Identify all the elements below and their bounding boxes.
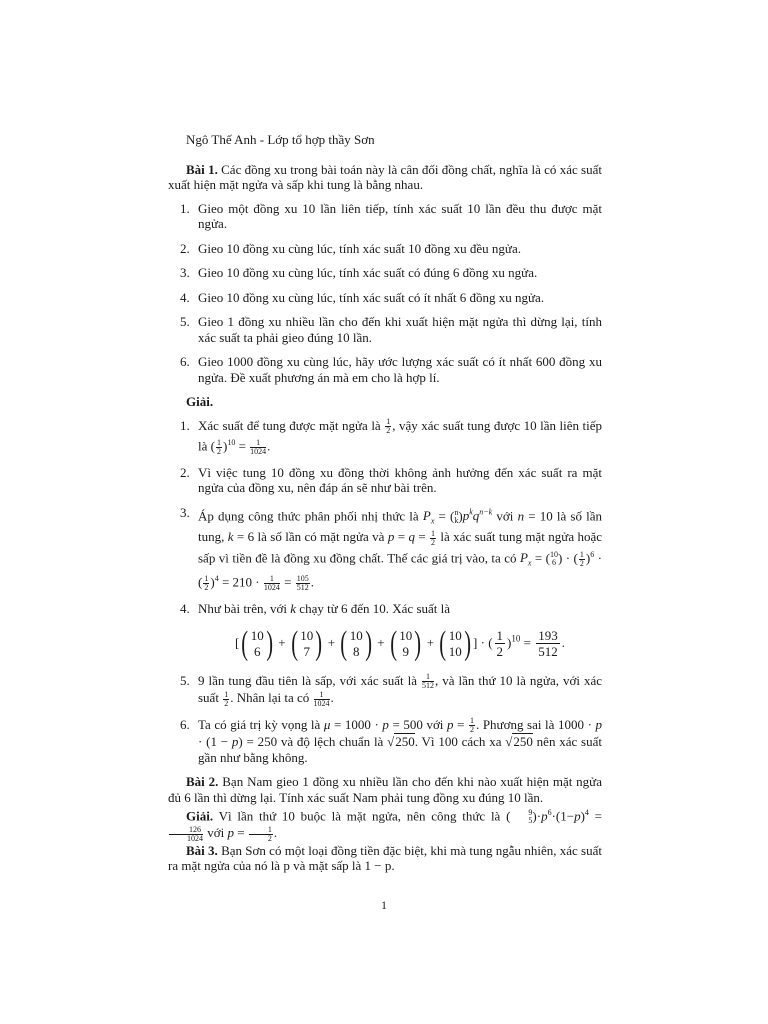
item-number: 5. [180,314,190,329]
item-text: Gieo 1 đồng xu nhiều lần cho đến khi xuất hiện mặt ngửa thì dừng lại, tính xác suất ta phải gieo đúng 10 lần. [198,314,602,345]
sum-formula: [ ( 10 6 ) + ( 10 7 ) + ( 10 8 ) + ( 10 9 ) + ( 10 10 ) ] · ( $\frac{1}{2}$ )$^{10}$ = $\frac{193}{512}$ . [235,624,565,662]
bai3-paragraph [168,843,602,874]
item-text: Gieo 10 đồng xu cùng lúc, tính xác suất 10 đồng xu đều ngửa. [198,240,521,256]
bai2-solution-text: với [207,825,225,841]
bai2-text: Bạn Nam gieo 1 đồng xu nhiều lần cho đến khi nào xuất hiện mặt ngửa đủ 6 lần thì dừng lại. Tính xác suất Nam phải tung đồng xu đúng 10 lần. [168,774,602,805]
solution-item-1: 1. Xác suất để tung được mặt ngửa là $\frac{1}{2}$ , vậy xác suất tung được 10 lần liên tiếp là ( $\frac{1}{2}$ )$^{10}$ = $\frac{1}{1024}$ . [180,417,602,456]
solution-text: . Nhân lại ta có [230,690,310,706]
solution-text: Như bài trên, với [198,601,288,617]
solution-text: . Vì 100 cách xa [414,734,502,750]
item-number: 1. [180,417,190,433]
solution-text: Vì việc tung 10 đồng xu đồng thời không ảnh hưởng đến xác suất ra mặt ngửa của đồng xu, nên đáp án sẽ như bài trên. [198,464,602,496]
item-number: 6. [180,716,190,732]
item-number: 4. [180,289,190,305]
page-content [168,132,602,874]
solution-text: là số lần có mặt ngửa và [257,529,385,545]
list-item [168,314,602,345]
bai1-intro-text: Các đồng xu trong bài toán này là cân đối đồng chất, nghĩa là có xác suất xuất hiện mặt ngửa và sấp khi tung là bằng nhau. [168,161,602,192]
bai1-label: Bài 1. [186,161,218,177]
list-item [168,290,602,306]
item-text: Gieo 10 đồng xu cùng lúc, tính xác suất có đúng 6 đồng xu ngửa. [198,265,538,280]
solution-item-4: 4. Như bài trên, với k chạy từ 6 đến 10. Xác suất là [ ( 10 6 ) + ( 10 7 ) + ( 10 8 ) + ( 10 9 ) + ( 10 10 ) ] · ( $\frac{1}{2}$ )$^{10}$ = $\frac{193}{512}$ . [168,601,602,661]
document-header: Ngô Thế Anh - Lớp tổ hợp thầy Sơn [186,132,375,147]
bai2-label: Bài 2. [186,774,219,790]
solution-item-2 [168,465,602,496]
solution-text: Ta có giá trị kỳ vọng là [198,716,321,732]
solution-text: với [426,716,444,732]
bai1-list [168,201,602,386]
list-item [168,241,602,257]
bai1-intro [168,162,602,193]
solution-text: , và lần thứ 10 là ngửa, với xác suất [198,672,602,706]
page-number: 1 [381,898,387,912]
formula: $\frac{1}{2}$ [386,417,391,436]
list-item [168,265,602,281]
solution-text: nên xác suất gần như bằng không. [198,734,602,765]
item-number: 5. [180,672,190,688]
solution-text: với [496,508,514,524]
list-item [168,201,602,232]
solution-text: Áp dụng công thức phân phối nhị thức là [198,508,419,524]
item-number: 6. [180,354,190,369]
solution-text: . [267,438,271,454]
item-number: 2. [180,464,190,480]
solution-text: là xác suất tung mặt ngửa hoặc sấp vì tiền đề là đồng xu đồng chất. Thế các giá trị vào, ta có [198,529,603,566]
bai3-label: Bài 3. [186,842,218,858]
solution-text: là số lần tung, [198,508,603,545]
item-number: 3. [180,265,190,280]
bai2-paragraph [168,774,602,805]
item-text: Gieo 1000 đồng xu cùng lúc, hãy ước lượng xác suất có ít nhất 600 đồng xu ngửa. Đề xuất phương án mà em cho là hợp lí. [198,354,602,385]
solution-list [168,418,602,766]
solution-text: Xác suất để tung được mặt ngửa là [198,417,381,433]
solution-text: và độ lệch chuẩn là [280,734,384,750]
bai2-solution-text: Vì lần thứ 10 buộc là mặt ngửa, nên công thức là [218,808,501,824]
giai-heading: Giải. [186,394,214,409]
solution-text: , vậy xác suất tung được 10 lần liên tiếp là [198,417,602,454]
item-number: 2. [180,240,190,256]
solution-text: . Phương sai là [476,716,555,732]
item-text: Gieo một đồng xu 10 lần liên tiếp, tính xác suất 10 lần đều thu được mặt ngửa. [198,200,602,231]
solution-item-6: 6. Ta có giá trị kỳ vọng là μ = 1000 · p = 500 với p = $\frac{1}{2}$ . Phương sai là 1000 · p · (1 − p) = 250 và độ lệch chuẩn là √250. Vì 100 cách xa √250 nên xác suất gần như bằng không. [180,716,602,765]
item-number: 1. [180,200,190,216]
solution-text: . [330,690,334,706]
bai2-giai-label: Giải. [186,808,214,824]
bai3-text: Bạn Sơn có một loại đồng tiền đặc biệt, khi mà tung ngẫu nhiên, xác suất ra mặt ngửa của nó là p và mặt sấp là 1 − p. [168,842,602,874]
solution-item-5: 5. 9 lần tung đầu tiên là sấp, với xác suất là $\frac{1}{512}$ , và lần thứ 10 là ngửa, với xác suất $\frac{1}{2}$ . Nhân lại ta có $\frac{1}{1024}$ . [180,672,602,708]
item-number: 4. [180,601,190,617]
item-text: Gieo 10 đồng xu cùng lúc, tính xác suất có ít nhất 6 đồng xu ngửa. [198,289,545,305]
solution-text: 9 lần tung đầu tiên là sấp, với xác suất là [198,672,418,688]
item-number: 3. [180,504,190,520]
solution-text: chạy từ 6 đến 10. Xác suất là [299,601,451,617]
solution-item-3: 3. Áp dụng công thức phân phối nhị thức là $P_x$ = ( n k )$p^kq^{n-k}$ với n = 10 là số lần tung, k = 6 là số lần có mặt ngửa và p = q = $\frac{1}{2}$ là xác suất tung mặt ngửa hoặc sấp vì tiền đề là đồng xu đồng chất. Thế các giá trị vào, ta có $P_x$ = ( 10 6 ) · ( $\frac{1}{2}$ )$^6$ · ( $\frac{1}{2}$ )$^4$ = 210 · $\frac{1}{1024}$ = $\frac{105}{512}$ . [180,504,603,593]
bai2-solution: Giải. Vì lần thứ 10 buộc là mặt ngửa, nên công thức là ( 9 5 )$\cdot p^6\cdot(1-p)^4$ = $\frac{126}{1024}$ với p = $\frac{1}{2}$ . [168,805,602,843]
list-item [168,354,602,385]
